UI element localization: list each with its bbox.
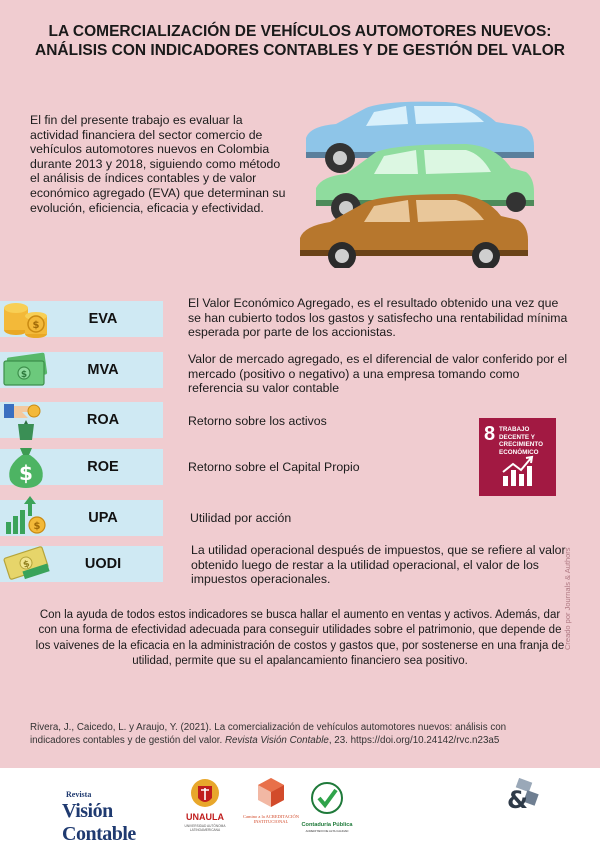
acreditacion-cubes-icon [254, 776, 288, 812]
cash-bill-icon [2, 540, 50, 586]
svg-text:$: $ [19, 461, 33, 485]
sdg-text: TRABAJO DECENTE Y CRECIMIENTO ECONÓMICO [499, 426, 543, 456]
conclusion-paragraph: Con la ayuda de todos estos indicadores se busca hallar el aumento en ventas y activos. Además, dar con una forma de efectividad adecuada para conseguir utilidades sobre el patrimonio, que depende de los vaivenes de la eficacia en la administración de costos y gastos que, por sostenerse en una franja de utilidad, permite que su el apalancamiento financiero sea positivo. [35, 609, 565, 668]
unaula-shield-icon [190, 776, 220, 810]
indicator-desc-uodi: La utilidad operacional después de impuestos, que se refiere al valor obtenido luego de restar a la utilidad operacional, el valor de los impuestos operacionales. [191, 543, 566, 587]
svg-text:$: $ [20, 370, 28, 380]
money-bag-icon [2, 444, 50, 490]
indicator-label-roe: ROE [87, 459, 119, 475]
indicator-desc-roa: Retorno sobre los activos [188, 414, 327, 428]
revista-small-text: Revista [66, 790, 92, 799]
revista-big-text: Visión Contable [62, 800, 136, 845]
revista-vision-contable-logo [62, 788, 174, 845]
indicator-desc-upa: Utilidad por acción [190, 511, 292, 525]
indicator-label-upa: UPA [88, 510, 118, 526]
sdg-number: 8 [484, 423, 496, 445]
unaula-sub: UNIVERSIDAD AUTÓNOMA LATINOAMERICANA [184, 824, 226, 832]
banknotes-icon [2, 347, 50, 393]
footer-logos [0, 768, 600, 848]
title-line-2: ANÁLISIS CON INDICADORES CONTABLES Y DE GESTIÓN DEL VALOR [35, 42, 565, 59]
unaula-logo [176, 774, 234, 838]
intro-paragraph: El fin del presente trabajo es evaluar la actividad financiera del sector comercio de vehículos automotores nuevos en Colombia durante 2013 y 2018, siguiendo como método el análisis de índices contables y de valor económico agregado (EVA) que determinan su evolución, eficiencia, eficacia y efectividad. [30, 113, 286, 215]
acreditacion-logo [242, 772, 300, 842]
svg-text:&: & [507, 786, 528, 814]
hand-coin-icon [2, 398, 50, 444]
page-title [20, 22, 580, 60]
svg-text:$: $ [22, 559, 32, 571]
acreditacion-text: Camino a la ACREDITACIÓN INSTITUCIONAL [242, 814, 299, 825]
citation-journal: Revista Visión Contable [224, 735, 329, 747]
indicator-label-roa: ROA [86, 412, 120, 428]
journals-authors-logo [503, 778, 541, 814]
coin-stack-icon [2, 294, 50, 340]
unaula-text: UNAULA [186, 812, 224, 822]
svg-text:$: $ [32, 320, 40, 331]
contaduria-text: Contaduría Pública [301, 822, 353, 828]
title-line-1: LA COMERCIALIZACIÓN DE VEHÍCULOS AUTOMOTORES NUEVOS: [48, 23, 552, 40]
indicator-label-eva: EVA [88, 311, 118, 327]
indicator-label-uodi: UODI [84, 556, 122, 572]
sdg-8-badge [479, 418, 556, 496]
svg-text:$: $ [33, 521, 41, 532]
indicator-label-mva: MVA [87, 362, 119, 378]
citation-tail: , 23. https://doi.org/10.24142/rvc.n23a5 [328, 735, 500, 747]
indicator-desc-eva: El Valor Económico Agregado, es el resultado obtenido una vez que se han cubierto todos los gastos y satisfecho una rentabilidad mínima esperada por parte de los accionistas. [188, 296, 568, 340]
citation [30, 721, 540, 748]
cars-illustration [296, 98, 536, 268]
growth-chart-icon [2, 490, 50, 536]
contaduria-sub: ACREDITADO DE ALTA CALIDAD [305, 829, 349, 833]
credit-text: Creado por Journals & Authors [563, 547, 572, 650]
indicator-desc-roe: Retorno sobre el Capital Propio [188, 460, 360, 474]
growth-trend-icon [501, 454, 535, 488]
contaduria-check-icon [310, 778, 344, 820]
contaduria-publica-logo [300, 776, 354, 840]
indicator-desc-mva: Valor de mercado agregado, es el diferencial de valor conferido por el mercado (positivo o negativo) a una empresa tomando como referencia su valor contable [188, 352, 568, 396]
citation-text: Rivera, J., Caicedo, L. y Araujo, Y. (2021). La comercialización de vehículos automotores nuevos: análisis con indicadores contables y de gestión del valor. [30, 722, 507, 747]
